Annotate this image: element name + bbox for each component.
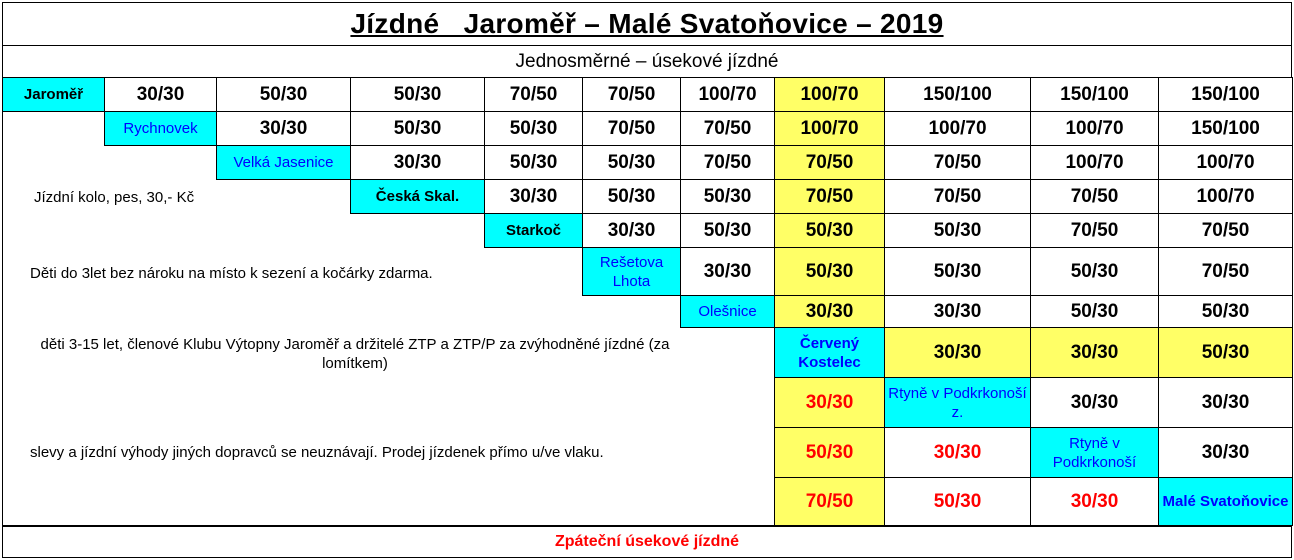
fare-cell: 70/50: [884, 145, 1031, 180]
return-fare-cell: 30/30: [774, 377, 885, 428]
fare-cell: 70/50: [774, 179, 885, 214]
fare-cell: 50/30: [774, 213, 885, 248]
fare-cell: 30/30: [1030, 327, 1159, 378]
fare-cell: 50/30: [680, 213, 775, 248]
fare-cell: 30/30: [1030, 377, 1159, 428]
fare-cell: 70/50: [582, 111, 681, 146]
fare-cell: 30/30: [1158, 427, 1293, 478]
station-7: Červený Kostelec: [774, 327, 885, 378]
fare-cell: 100/70: [884, 111, 1031, 146]
fare-cell: 50/30: [350, 111, 485, 146]
fare-cell: 70/50: [680, 111, 775, 146]
fare-cell: 50/30: [582, 179, 681, 214]
fare-cell: 50/30: [582, 145, 681, 180]
note-discount: děti 3-15 let, členové Klubu Výtopny Jaroměř a držitelé ZTP a ZTP/P za zvýhodněné jízdné (za lomítkem): [40, 336, 670, 372]
fare-cell: 100/70: [1030, 111, 1159, 146]
fare-cell: 50/30: [350, 77, 485, 112]
fare-cell: 50/30: [774, 247, 885, 296]
fare-cell: 30/30: [582, 213, 681, 248]
fare-cell: 100/70: [680, 77, 775, 112]
return-fares-label: Zpáteční úsekové jízdné: [2, 526, 1292, 558]
page-title: Jízdné Jaroměř – Malé Svatoňovice – 2019: [350, 8, 944, 39]
fare-cell: 70/50: [774, 145, 885, 180]
fare-cell: 70/50: [1158, 247, 1293, 296]
fare-cell: 50/30: [884, 247, 1031, 296]
fare-cell: 150/100: [884, 77, 1031, 112]
fare-cell: 50/30: [484, 145, 583, 180]
return-fare-cell: 50/30: [884, 477, 1031, 526]
fare-cell: 100/70: [1158, 179, 1293, 214]
fare-cell: 30/30: [884, 327, 1031, 378]
fare-cell: 30/30: [484, 179, 583, 214]
fare-cell: 70/50: [884, 179, 1031, 214]
station-4: Starkoč: [484, 213, 583, 248]
page-title-box: [2, 2, 1292, 46]
note-children: Děti do 3let bez nároku na místo k sezení a kočárky zdarma.: [30, 265, 433, 282]
fare-cell: 30/30: [1158, 377, 1293, 428]
fare-cell: 70/50: [1030, 179, 1159, 214]
fare-cell: 70/50: [484, 77, 583, 112]
station-10: Malé Svatoňovice: [1158, 477, 1293, 526]
station-3: Česká Skal.: [350, 179, 485, 214]
fare-cell: 150/100: [1158, 77, 1293, 112]
fare-cell: 30/30: [216, 111, 351, 146]
fare-cell: 50/30: [1030, 247, 1159, 296]
return-fare-cell: 50/30: [774, 427, 885, 478]
station-0: Jaroměř: [2, 77, 105, 112]
fare-cell: 30/30: [350, 145, 485, 180]
fare-cell: 150/100: [1030, 77, 1159, 112]
fare-cell: 50/30: [1030, 295, 1159, 328]
fare-cell: 50/30: [884, 213, 1031, 248]
note-bike: Jízdní kolo, pes, 30,- Kč: [34, 189, 195, 206]
fare-cell: 50/30: [484, 111, 583, 146]
fare-cell: 70/50: [680, 145, 775, 180]
fare-cell: 70/50: [1158, 213, 1293, 248]
station-8: Rtyně v Podkrkonoší z.: [884, 377, 1031, 428]
fare-cell: 150/100: [1158, 111, 1293, 146]
fare-cell: 50/30: [1158, 327, 1293, 378]
subtitle: Jednosměrné – úsekové jízdné: [2, 46, 1292, 78]
station-6: Olešnice: [680, 295, 775, 328]
fare-cell: 100/70: [774, 77, 885, 112]
fare-cell: 30/30: [680, 247, 775, 296]
note-other: slevy a jízdní výhody jiných dopravců se neuznávají. Prodej jízdenek přímo u/ve vlaku.: [30, 444, 604, 461]
return-fare-cell: 30/30: [884, 427, 1031, 478]
fare-cell: 50/30: [680, 179, 775, 214]
station-2: Velká Jasenice: [216, 145, 351, 180]
fare-cell: 100/70: [1030, 145, 1159, 180]
fare-cell: 100/70: [774, 111, 885, 146]
fare-cell: 30/30: [104, 77, 217, 112]
fare-cell: 70/50: [1030, 213, 1159, 248]
fare-cell: 30/30: [774, 295, 885, 328]
station-9: Rtyně v Podkrkonoší: [1030, 427, 1159, 478]
return-fare-cell: 70/50: [774, 477, 885, 526]
station-1: Rychnovek: [104, 111, 217, 146]
fare-cell: 100/70: [1158, 145, 1293, 180]
fare-cell: 30/30: [884, 295, 1031, 328]
fare-cell: 50/30: [216, 77, 351, 112]
fare-cell: 50/30: [1158, 295, 1293, 328]
station-5: Rešetova Lhota: [582, 247, 681, 296]
return-fare-cell: 30/30: [1030, 477, 1159, 526]
fare-cell: 70/50: [582, 77, 681, 112]
